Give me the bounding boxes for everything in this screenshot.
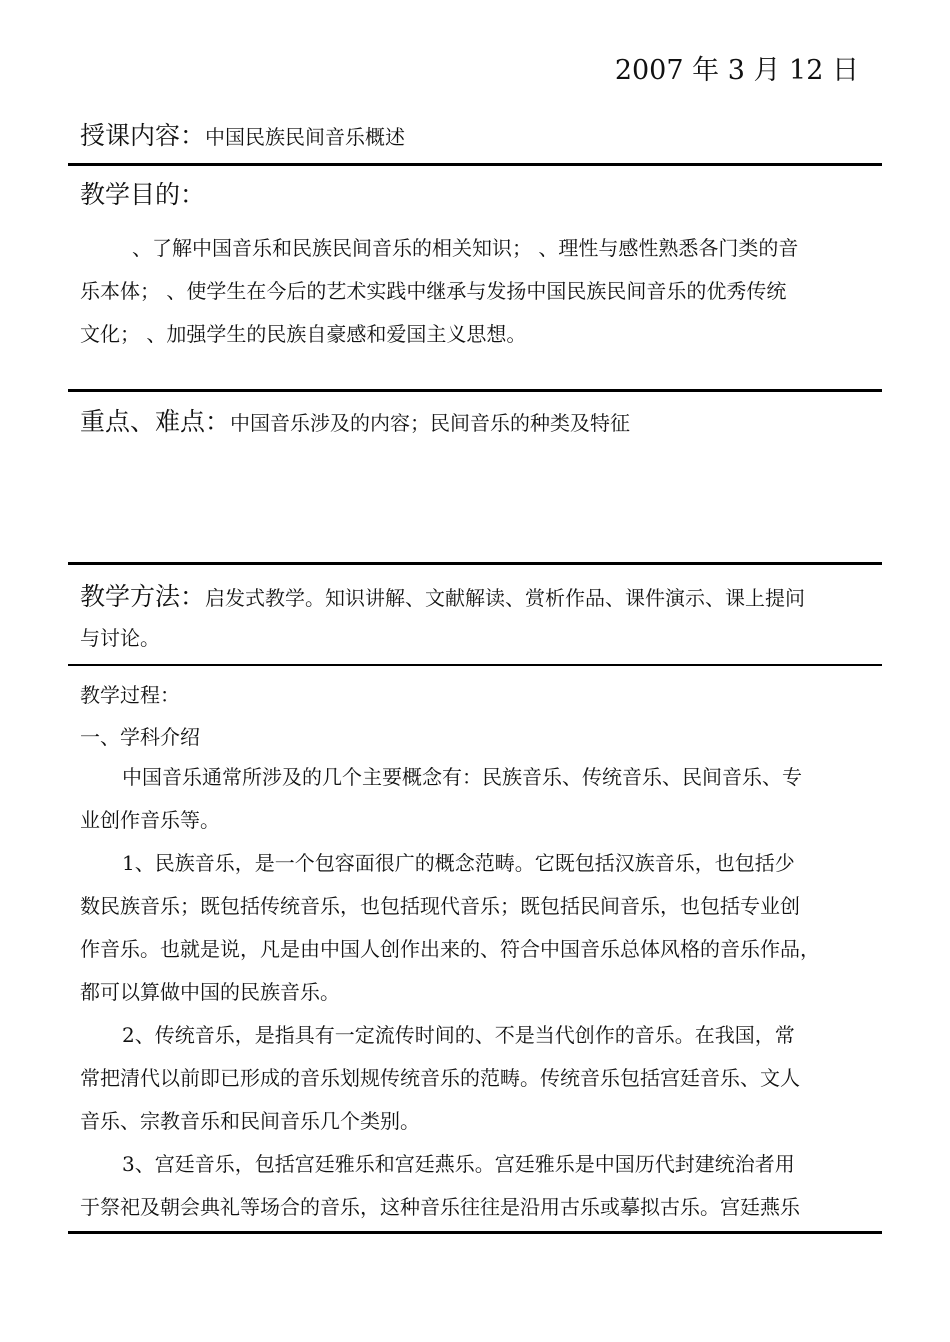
content-value: 中国民族民间音乐概述 xyxy=(205,125,406,149)
body-line: 1、民族音乐，是一个包容面很广的概念范畴。它既包括汉族音乐，也包括少 xyxy=(122,851,795,875)
keypoints-label: 重点、难点： xyxy=(80,407,231,436)
method-line-2: 与讨论。 xyxy=(80,626,160,650)
keypoints-value: 中国音乐涉及的内容；民间音乐的种类及特征 xyxy=(230,411,631,435)
body-line: 常把清代以前即已形成的音乐划规传统音乐的范畴。传统音乐包括宫廷音乐、文人 xyxy=(80,1066,800,1090)
objectives-line: 乐本体； 、使学生在今后的艺术实践中继承与发扬中国民族民间音乐的优秀传统 xyxy=(80,279,787,303)
body-line: 业创作音乐等。 xyxy=(80,808,220,832)
divider xyxy=(68,1231,882,1234)
body-line: 作音乐。也就是说，凡是由中国人创作出来的、符合中国音乐总体风格的音乐作品， xyxy=(80,937,820,961)
process-body xyxy=(80,756,872,1229)
objectives-label: 教学目的： xyxy=(80,180,206,209)
content-row xyxy=(80,116,405,152)
divider xyxy=(68,163,882,166)
body-line: 2、传统音乐，是指具有一定流传时间的、不是当代创作的音乐。在我国，常 xyxy=(122,1023,795,1047)
method-label: 教学方法： xyxy=(80,582,206,611)
divider xyxy=(68,389,882,392)
content-label: 授课内容： xyxy=(80,121,206,150)
objectives-line: 文化； 、加强学生的民族自豪感和爱国主义思想。 xyxy=(80,322,527,346)
document-date: 2007 年 3 月 12 日 xyxy=(614,55,859,86)
body-line: 音乐、宗教音乐和民间音乐几个类别。 xyxy=(80,1109,420,1133)
process-label: 教学过程： xyxy=(80,683,180,707)
keypoints-row xyxy=(80,402,630,438)
divider xyxy=(68,562,882,565)
objectives-line: 、了解中国音乐和民族民间音乐的相关知识； 、理性与感性熟悉各门类的音 xyxy=(132,236,799,260)
objectives-text xyxy=(80,227,872,356)
body-line: 中国音乐通常所涉及的几个主要概念有：民族音乐、传统音乐、民间音乐、专 xyxy=(122,765,802,789)
method-row xyxy=(80,577,805,613)
body-line: 都可以算做中国的民族音乐。 xyxy=(80,980,340,1004)
method-line-1: 启发式教学。知识讲解、文献解读、赏析作品、课件演示、课上提问 xyxy=(205,586,806,610)
body-line: 于祭祀及朝会典礼等场合的音乐，这种音乐往往是沿用古乐或摹拟古乐。宫廷燕乐 xyxy=(80,1195,800,1219)
body-line: 3、宫廷音乐，包括宫廷雅乐和宫廷燕乐。宫廷雅乐是中国历代封建统治者用 xyxy=(122,1152,795,1176)
body-line: 数民族音乐；既包括传统音乐，也包括现代音乐；既包括民间音乐，也包括专业创 xyxy=(80,894,800,918)
section-heading: 一、学科介绍 xyxy=(80,725,200,749)
divider xyxy=(68,664,882,666)
